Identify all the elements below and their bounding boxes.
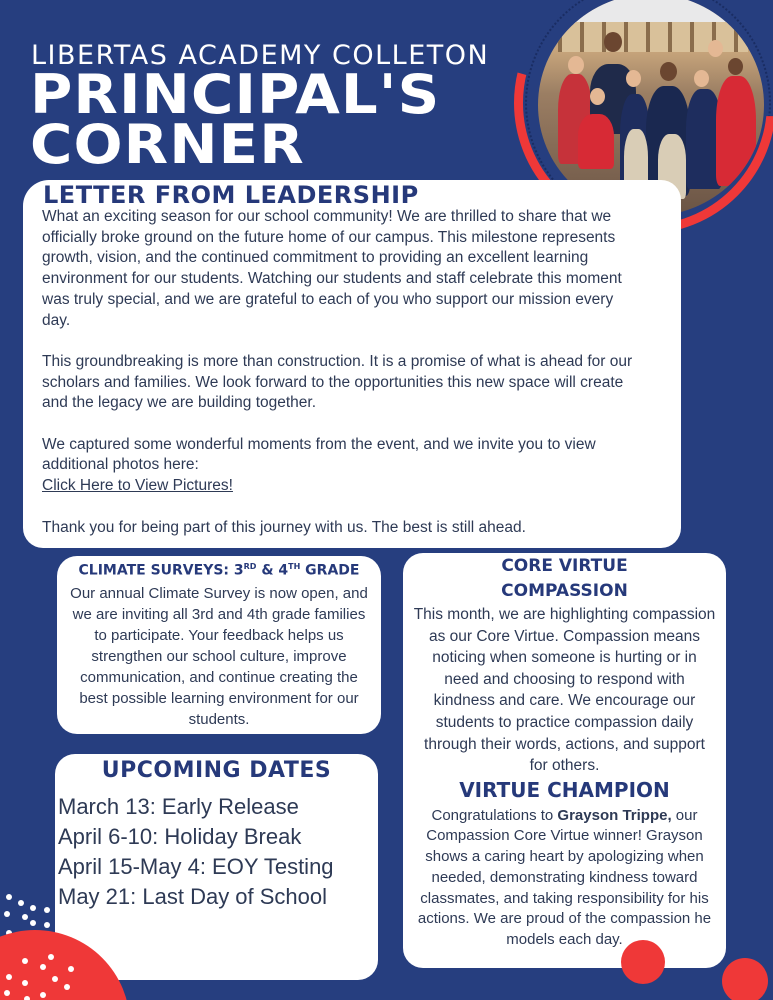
virtue-champion-title: VIRTUE CHAMPION bbox=[459, 777, 670, 802]
photo-sky bbox=[538, 0, 764, 24]
climate-surveys-title bbox=[57, 562, 381, 579]
photo-head bbox=[660, 62, 677, 81]
view-pictures-link[interactable]: Click Here to View Pictures! bbox=[42, 477, 233, 495]
climate-surveys-card bbox=[57, 556, 381, 734]
core-virtue-card bbox=[403, 553, 726, 968]
school-name: LIBERTAS ACADEMY COLLETON bbox=[31, 40, 490, 71]
letter-paragraph-3-text: We captured some wonderful moments from the event, and we invite you to view additional photos here: bbox=[42, 435, 596, 474]
climate-title-sup-rd: RD bbox=[243, 562, 257, 571]
upcoming-dates-card bbox=[55, 754, 378, 980]
upcoming-dates-list bbox=[55, 792, 378, 912]
champion-body-prefix: Congratulations to bbox=[431, 806, 558, 824]
climate-title-suffix: GRADE bbox=[300, 562, 360, 579]
core-virtue-body: This month, we are highlighting compassion as our Core Virtue. Compassion means noticing when someone is hurting or in need and choosing to respond with kindness and care. We encourage our students to practice compassion daily through their words, actions, and support for others. bbox=[413, 606, 716, 775]
climate-title-prefix: CLIMATE SURVEYS: 3 bbox=[78, 562, 244, 579]
letter-body bbox=[42, 207, 642, 559]
champion-body-suffix: our Compassion Core Virtue winner! Grayson shows a caring heart by apologizing when needed, demonstrating kindness toward classmates, and taking responsibility for his actions. We are proud of the compassion he models each day. bbox=[417, 806, 712, 948]
photo-head bbox=[694, 70, 709, 87]
title-line-2: CORNER bbox=[30, 113, 305, 176]
photo-head bbox=[708, 40, 723, 57]
photo-head bbox=[728, 58, 743, 75]
letter-paragraph-4: Thank you for being part of this journey with us. The best is still ahead. bbox=[42, 518, 526, 536]
photo-person bbox=[716, 76, 756, 186]
page-title bbox=[30, 63, 441, 176]
core-virtue-title-line-1: CORE VIRTUE bbox=[501, 556, 628, 576]
upcoming-dates-title: UPCOMING DATES bbox=[101, 758, 332, 783]
climate-title-sup-th: TH bbox=[288, 562, 301, 571]
photo-person bbox=[578, 114, 614, 169]
decorative-red-dot bbox=[621, 940, 665, 984]
title-line-1: PRINCIPAL'S bbox=[30, 63, 441, 126]
photo-head bbox=[626, 70, 641, 87]
champion-winner-name: Grayson Trippe, bbox=[557, 806, 672, 824]
letter-paragraph-3 bbox=[42, 435, 642, 497]
letter-paragraph-2: This groundbreaking is more than construction. It is a promise of what is ahead for our scholars and families. We look forward to the opportunities this new space will create and the legacy we are building together. bbox=[42, 352, 633, 412]
decorative-red-dot bbox=[722, 958, 768, 1000]
climate-title-mid: & 4 bbox=[256, 562, 289, 579]
core-virtue-title-line-2: COMPASSION bbox=[501, 581, 628, 601]
virtue-champion-body bbox=[403, 803, 726, 951]
letter-title: LETTER FROM LEADERSHIP bbox=[43, 181, 419, 209]
date-item: April 6-10: Holiday Break bbox=[58, 824, 302, 849]
photo-head bbox=[590, 88, 605, 105]
core-virtue-title bbox=[403, 554, 726, 604]
letter-from-leadership-card bbox=[23, 180, 681, 548]
photo-head bbox=[604, 32, 622, 52]
date-item: May 21: Last Day of School bbox=[58, 884, 328, 909]
date-item: April 15-May 4: EOY Testing bbox=[58, 854, 334, 879]
photo-head bbox=[568, 56, 584, 74]
date-item: March 13: Early Release bbox=[58, 794, 299, 819]
climate-surveys-body: Our annual Climate Survey is now open, and we are inviting all 3rd and 4th grade families to participate. Your feedback helps us strengthen our school culture, improve communication, and continue creating the best possible learning environment for our students. bbox=[70, 584, 368, 728]
letter-paragraph-1: What an exciting season for our school community! We are thrilled to share that we officially broke ground on the future home of our campus. This milestone represents growth, vision, and the continued commitment to providing an excellent learning environment for our students. Watching our students and staff celebrate this moment was truly special, and we are grateful to each of you who support our mission every day. bbox=[42, 208, 622, 329]
